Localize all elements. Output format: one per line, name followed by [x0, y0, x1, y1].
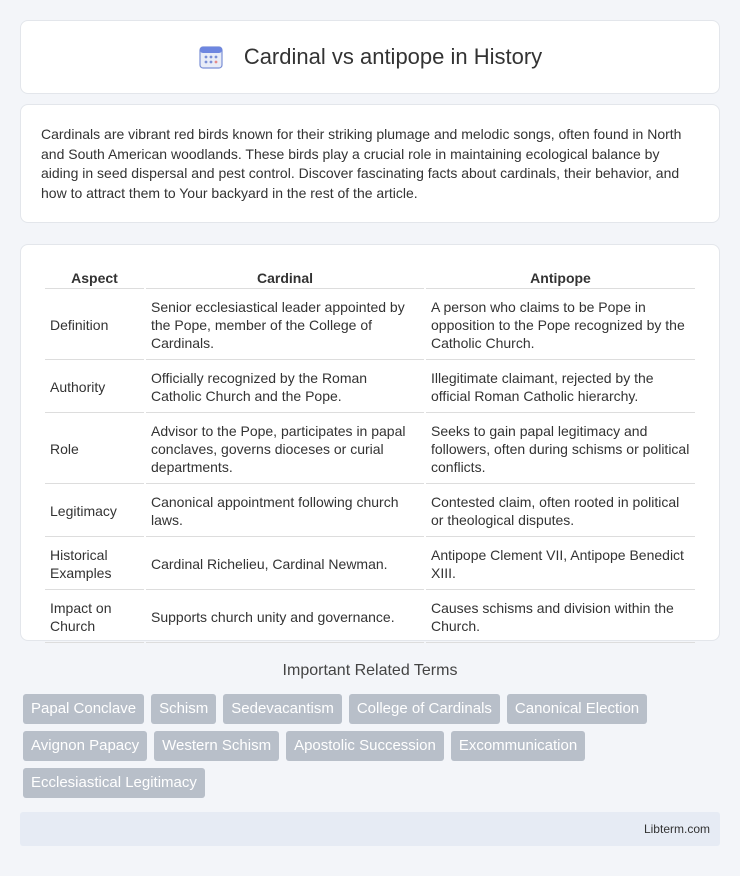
related-term-tag[interactable]: Excommunication [451, 731, 585, 761]
footer [20, 812, 720, 846]
related-term-tag[interactable]: Western Schism [154, 731, 279, 761]
footer-site-link[interactable]: Libterm.com [643, 822, 710, 836]
column-header-aspect: Aspect [45, 267, 144, 289]
table-cell-cardinal: Cardinal Richelieu, Cardinal Newman. [146, 539, 424, 590]
related-term-tag[interactable]: Ecclesiastical Legitimacy [23, 768, 205, 798]
table-row [45, 291, 695, 360]
table-cell-cardinal: Senior ecclesiastical leader appointed by the Pope, member of the College of Cardinals. [146, 291, 424, 360]
page-title: Cardinal vs antipope in History [243, 44, 543, 69]
table-cell-antipope: Illegitimate claimant, rejected by the official Roman Catholic hierarchy. [426, 362, 695, 413]
table-cell-cardinal: Supports church unity and governance. [146, 592, 424, 643]
comparison-table [43, 265, 697, 645]
table-cell-antipope: Causes schisms and division within the Church. [426, 592, 695, 643]
intro-card [20, 104, 720, 223]
table-cell-aspect: Legitimacy [45, 486, 144, 537]
table-cell-antipope: Contested claim, often rooted in political or theological disputes. [426, 486, 695, 537]
table-cell-aspect: Role [45, 415, 144, 484]
calendar-icon [198, 44, 224, 70]
related-term-tag[interactable]: College of Cardinals [349, 694, 500, 724]
table-cell-aspect: Authority [45, 362, 144, 413]
related-term-tag[interactable]: Avignon Papacy [23, 731, 147, 761]
table-row [45, 486, 695, 537]
table-header-row [45, 267, 695, 289]
column-header-antipope: Antipope [426, 267, 695, 289]
related-term-tag[interactable]: Papal Conclave [23, 694, 144, 724]
table-cell-antipope: Seeks to gain papal legitimacy and followers, often during schisms or political conflicts. [426, 415, 695, 484]
table-row [45, 362, 695, 413]
table-cell-cardinal: Canonical appointment following church laws. [146, 486, 424, 537]
related-term-tag[interactable]: Apostolic Succession [286, 731, 444, 761]
table-row [45, 539, 695, 590]
table-cell-cardinal: Officially recognized by the Roman Catholic Church and the Pope. [146, 362, 424, 413]
related-terms-title: Important Related Terms [282, 662, 458, 679]
table-cell-antipope: Antipope Clement VII, Antipope Benedict XIII. [426, 539, 695, 590]
table-cell-aspect: Historical Examples [45, 539, 144, 590]
intro-text: Cardinals are vibrant red birds known for their striking plumage and melodic songs, often found in North and South American woodlands. These birds play a crucial role in maintaining ecological balance by aiding in seed dispersal and pest control. Discover fascinating facts about cardinals, their behavior, and how to attract them to Your backyard in the rest of the article. [41, 126, 682, 201]
table-cell-aspect: Impact on Church [45, 592, 144, 643]
related-terms-list [23, 694, 723, 798]
table-cell-cardinal: Advisor to the Pope, participates in papal conclaves, governs dioceses or curial departments. [146, 415, 424, 484]
table-cell-antipope: A person who claims to be Pope in opposition to the Pope recognized by the Catholic Church. [426, 291, 695, 360]
related-term-tag[interactable]: Canonical Election [507, 694, 647, 724]
related-term-tag[interactable]: Schism [151, 694, 216, 724]
header-card [20, 20, 720, 94]
related-term-tag[interactable]: Sedevacantism [223, 694, 342, 724]
table-cell-aspect: Definition [45, 291, 144, 360]
column-header-cardinal: Cardinal [146, 267, 424, 289]
comparison-table-card [20, 244, 720, 641]
table-row [45, 415, 695, 484]
table-row [45, 592, 695, 643]
